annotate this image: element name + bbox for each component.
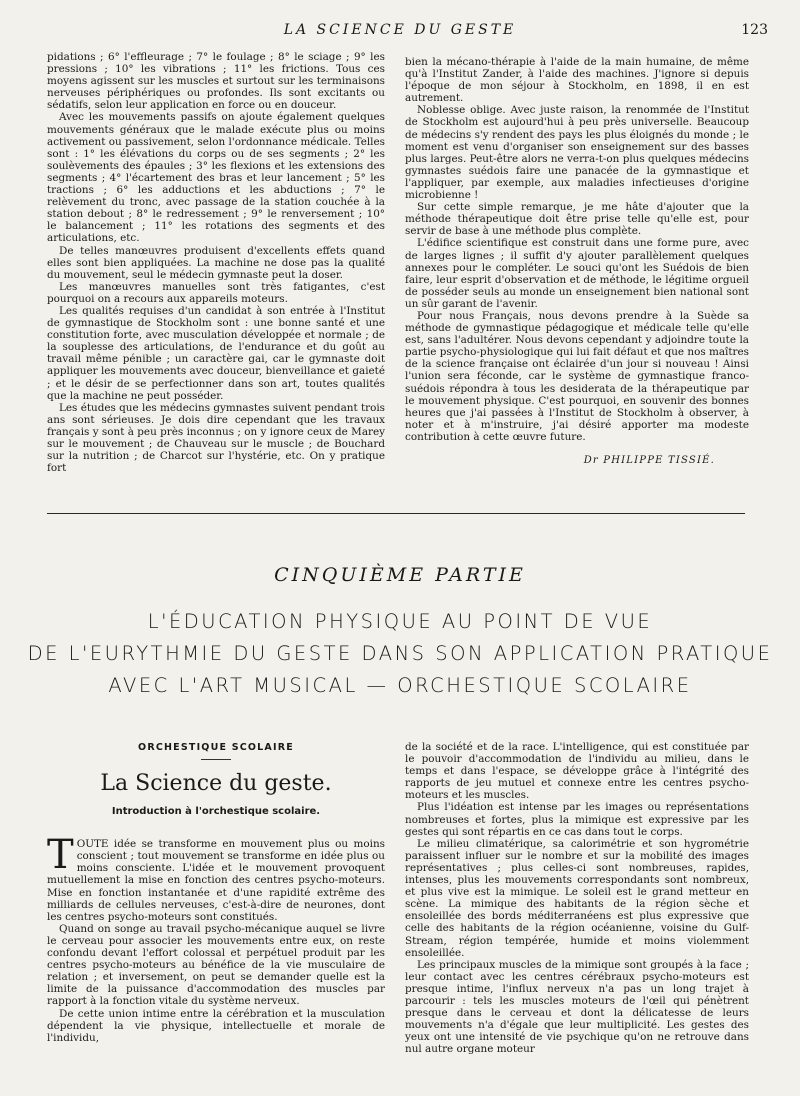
paragraph: Plus l'idéation est intense par les images ou représentations nombreuses et fortes, plus la mimique est expressive par les gestes qui sont répartis en ce cas dans tout le corps. <box>405 801 749 838</box>
running-title: LA SCIENCE DU GESTE <box>283 22 517 38</box>
article-subtitle: Introduction à l'orchestique scolaire. <box>111 806 321 818</box>
paragraph: Le milieu climatérique, sa calorimétrie et son hygrométrie paraissent influer sur le nombre et sur la mobilité des images représentatives ; plus celles-ci sont nombreuses, rapides, intenses, plus les mouvements correspondants sont nombreux, et plus vive est la mimique. Le soleil est le grand metteur en scène. La mimique des habitants de la région sèche et ensoleillée des bords méditerranéens est plus expressive que celle des habitants de la région océanienne, voisine du Gulf-Stream, région tempérée, humide et moins violemment ensoleillée. <box>405 837 749 959</box>
article-kicker: ORCHESTIQUE SCOLAIRE <box>138 742 294 753</box>
paragraph: De cette union intime entre la cérébration et la musculation dépendent la vie physique, intellectuelle et morale de l'individu, <box>47 1007 385 1044</box>
paragraph: de la société et de la race. L'intelligence, qui est constituée par le pouvoir d'accommodation de l'individu au milieu, dans le temps et dans l'espace, se développe grâce à l'intégrité des rapports de jeu mutuel et connexe entre les centres psycho-moteurs et les muscles. <box>405 741 749 802</box>
part-title-line: DE L'EURYTHMIE DU GESTE DANS SON APPLICATION PRATIQUE <box>27 642 773 665</box>
paragraph: Les manœuvres manuelles sont très fatigantes, c'est pourquoi on a recours aux appareils moteurs. <box>47 280 385 305</box>
first-paragraph-text: OUTE idée se transforme en mouvement plus ou moins conscient ; tout mouvement se transforme en idée plus ou moins consciente. L'idée et le mouvement provoquent mutuellement la mise en fonction des centres psycho-moteurs. Mise en fonction instantanée et d'une rapidité extrême des milliards de cellules nerveuses, c'est-à-dire de neurones, dont les centres psycho-moteurs sont constitués. <box>47 838 385 923</box>
part-title <box>0 606 800 702</box>
article-right-column <box>405 741 749 1055</box>
article-left-column <box>47 742 385 1044</box>
author-signature: Dr PHILIPPE TISSIÉ. <box>583 455 715 466</box>
part-label: CINQUIÈME PARTIE <box>274 564 526 586</box>
page-number: 123 <box>741 22 768 38</box>
paragraph: bien la mécano-thérapie à l'aide de la main humaine, de même qu'à l'Institut Zander, à l'aide des machines. J'ignore si depuis l'époque de mon séjour à Stockholm, en 1898, il en est autrement. <box>405 56 749 105</box>
paragraph: Les qualités requises d'un candidat à son entrée à l'Institut de gymnastique de Stockholm sont : une bonne santé et une constitution forte, avec musculation développée et normale ; de la souplesse des articulations, de l'endurance et du goût au travail même pénible ; un caractère gai, car le gymnaste doit appliquer les mouvements avec douceur, bienveillance et gaieté ; et le désir de se perfectionner dans son art, toutes qualités que la machine ne peut posséder. <box>47 304 385 402</box>
upper-left-column <box>47 51 385 474</box>
paragraph: Sur cette simple remarque, je me hâte d'ajouter que la méthode thérapeutique doit être prise telle qu'elle est, pour servir de base à une méthode plus complète. <box>405 201 749 238</box>
paragraph: pidations ; 6° l'effleurage ; 7° le foulage ; 8° le sciage ; 9° les pressions ; 10° les vibrations ; 11° les frictions. Tous ces moyens agissent sur les muscles et surtout sur les terminaisons nerveuses périphériques ou profondes. Ils sont excitants ou sédatifs, selon leur application en force ou en douceur. <box>47 51 385 112</box>
article-title: La Science du geste. <box>100 771 332 797</box>
paragraph: L'édifice scientifique est construit dans une forme pure, avec de larges lignes ; il suffit d'y ajouter parallèlement quelques annexes pour le compléter. Le souci qu'ont les Suédois de bien faire, leur esprit d'observation et de méthode, le légitime orgueil de posséder seuls au monde un enseignement bien national sont un sûr garant de l'avenir. <box>405 237 749 310</box>
paragraph: Avec les mouvements passifs on ajoute également quelques mouvements généraux que le malade exécute plus ou moins activement ou passivement, selon l'ordonnance médicale. Telles sont : 1° les élévations du corps ou de ses segments ; 2° les soulèvements des épaules ; 3° les flexions et les extensions des segments ; 4° l'écartement des bras et leur lancement ; 5° les tractions ; 6° les adductions et les abductions ; 7° le relèvement du tronc, avec passage de la station couchée à la station debout ; 8° le redressement ; 9° le renversement ; 10° le balancement ; 11° les rotations des segments et des articulations, etc. <box>47 111 385 245</box>
drop-cap: T <box>47 832 74 879</box>
paragraph: Noblesse oblige. Avec juste raison, la renommée de l'Institut de Stockholm est aujourd'hui à peu près universelle. Beaucoup de médecins s'y rendent des pays les plus éloignés du monde ; le moment est venu d'organiser son enseignement sur des basses plus larges. Peut-être alors ne verra-t-on plus quelques médecins gymnastes suédois faire une panacée de la gymnastique et l'appliquer, par exemple, aux maladies infectieuses d'origine microbienne ! <box>405 104 749 202</box>
kicker-rule <box>201 759 231 760</box>
paragraph: Quand on songe au travail psycho-mécanique auquel se livre le cerveau pour associer les mouvements entre eux, on reste confondu devant l'effort colossal et perpétuel produit par les centres psycho-moteurs au bénéfice de la vie musculaire de relation ; et inversement, on peut se demander quelle est la limite de la puissance d'accommodation des muscles par rapport à la fonction vitale du système nerveux. <box>47 922 385 1008</box>
paragraph: De telles manœuvres produisent d'excellents effets quand elles sont bien appliquées. La machine ne dose pas la qualité du mouvement, seul le médecin gymnaste peut la doser. <box>47 244 385 281</box>
running-header <box>0 22 800 42</box>
part-title-line: AVEC L'ART MUSICAL — ORCHESTIQUE SCOLAIRE <box>108 674 692 697</box>
paragraph: Les études que les médecins gymnastes suivent pendant trois ans sont sérieuses. Je dois dire cependant que les travaux français y sont à peu près inconnus ; on y ignore ceux de Marey sur le mouvement ; de Chauveau sur le muscle ; de Bouchard sur la nutrition ; de Charcot sur l'hystérie, etc. On y pratique fort <box>47 401 385 475</box>
part-title-line: L'ÉDUCATION PHYSIQUE AU POINT DE VUE <box>147 610 653 633</box>
paragraph: Les principaux muscles de la mimique sont groupés à la face ; leur contact avec les centres cérébraux psycho-moteurs est presque intime, l'influx nerveux n'a pas un long trajet à parcourir : tels les muscles moteurs de l'œil qui pénètrent presque dans le cerveau et dont la délicatesse de leurs mouvements n'a d'égale que leur multiplicité. Les gestes des yeux ont une intensité de vie psychique qu'on ne retrouve dans nul autre organe moteur <box>405 958 749 1056</box>
section-divider <box>47 513 745 514</box>
upper-right-column <box>405 56 749 467</box>
first-paragraph <box>47 832 385 923</box>
paragraph: Pour nous Français, nous devons prendre à la Suède sa méthode de gymnastique pédagogique et médicale telle qu'elle est, sans l'adultérer. Nous devons cependant y adjoindre toute la partie psycho-physiologique qui lui fait défaut et que nos maîtres de la science française ont éclairée d'un jour si nouveau ! Ainsi l'union sera féconde, car le système de gymnastique franco-suédois répondra à tous les desiderata de la thérapeutique par le mouvement physique. C'est pourquoi, en souvenir des bonnes heures que j'ai passées à l'Institut de Stockholm à observer, à noter et à m'instruire, j'ai désiré apporter ma modeste contribution à cette œuvre future. <box>405 309 749 443</box>
